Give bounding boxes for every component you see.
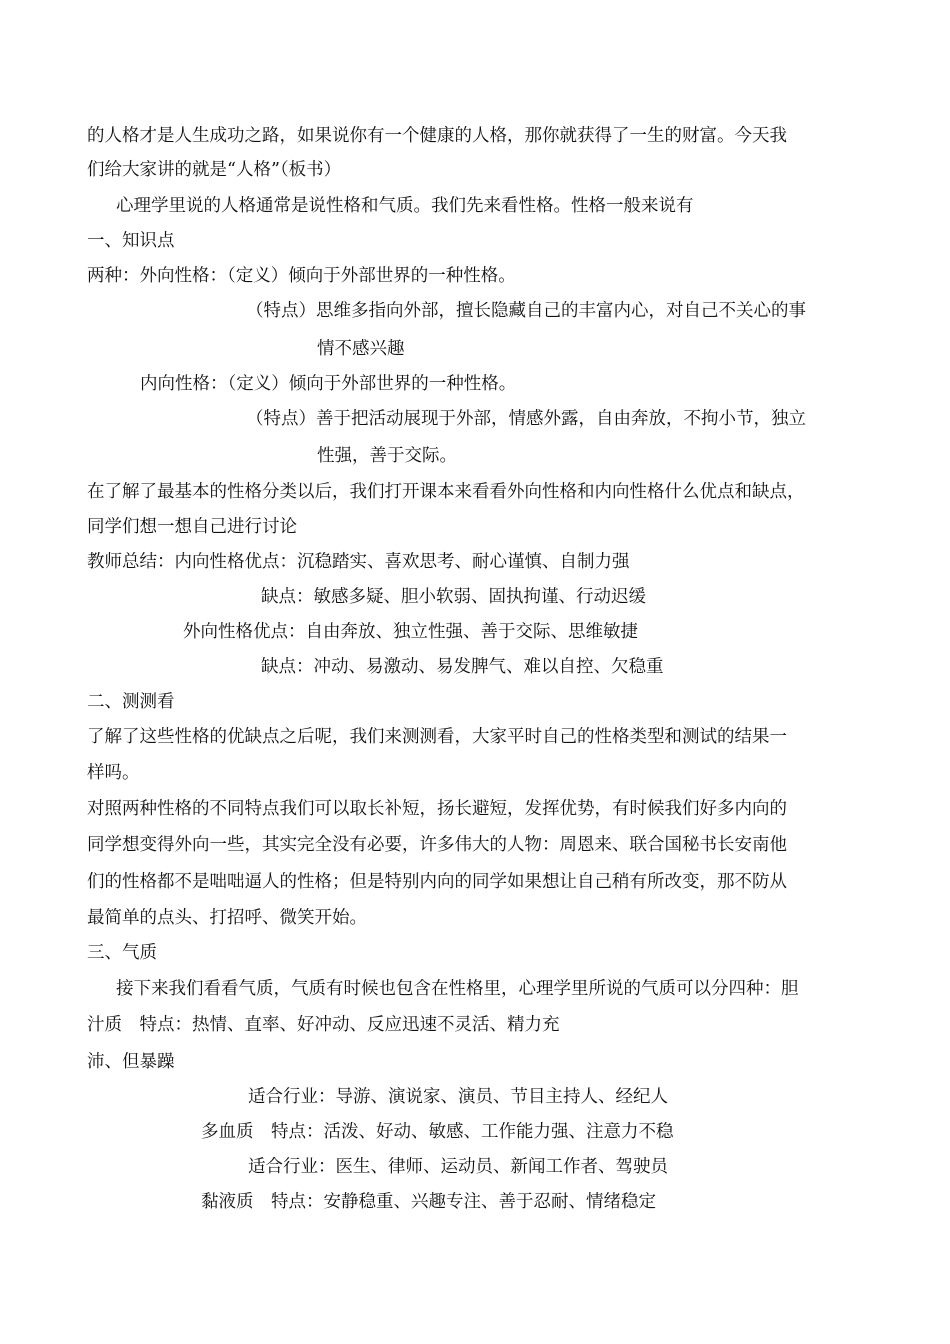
feature-tag: （特点） bbox=[246, 409, 316, 429]
extrovert-feature-cont: 情不感兴趣 bbox=[317, 339, 405, 359]
feature-tag: （特点） bbox=[246, 301, 316, 321]
extrovert-feature: 思维多指向外部，擅长隐藏自己的丰富内心，对自己不关心的事 bbox=[316, 301, 806, 321]
test-para2-line3: 们的性格都不是咄咄逼人的性格；但是特别内向的同学如果想让自己稍有所改变，那不防从 bbox=[87, 872, 787, 892]
section-heading-knowledge: 一、知识点 bbox=[87, 231, 175, 251]
summary-extrovert-pros bbox=[183, 620, 950, 644]
introvert-feature-row bbox=[246, 407, 950, 431]
sanguine-features: 多血质 特点：活泼、好动、敏感、工作能力强、注意力不稳 bbox=[201, 1122, 674, 1142]
introvert-feature-cont: 性强，善于交际。 bbox=[317, 446, 457, 466]
definition-tag: （定义） bbox=[227, 266, 289, 286]
extrovert-cons-label: 缺点： bbox=[261, 657, 314, 677]
summary-extrovert-cons bbox=[261, 655, 950, 679]
intro-line-1: 的人格才是人生成功之路，如果说你有一个健康的人格，那你就获得了一生的财富。今天我 bbox=[87, 126, 787, 146]
introvert-label: 内向性格： bbox=[140, 374, 228, 394]
extrovert-pros: 自由奔放、独立性强、善于交际、思维敏捷 bbox=[305, 622, 638, 642]
sanguine-jobs: 适合行业：医生、律师、运动员、新闻工作者、驾驶员 bbox=[248, 1157, 668, 1177]
test-para1-line1: 了解了这些性格的优缺点之后呢，我们来测测看，大家平时自己的性格类型和测试的结果一 bbox=[87, 727, 787, 747]
intro-line-3: 心理学里说的人格通常是说性格和气质。我们先来看性格。性格一般来说有 bbox=[116, 196, 694, 216]
temperament-intro-line3: 沛、但暴躁 bbox=[87, 1052, 175, 1072]
discussion-line-2: 同学们想一想自己进行讨论 bbox=[87, 517, 297, 537]
intro-line-2: 们给大家讲的就是“人格”（板书） bbox=[87, 160, 342, 180]
introvert-pros: 沉稳踏实、喜欢思考、耐心谨慎、自制力强 bbox=[297, 552, 630, 572]
summary-lead: 教师总结： bbox=[87, 552, 175, 572]
introvert-cons: 敏感多疑、胆小软弱、固执拘谨、行动迟缓 bbox=[313, 587, 646, 607]
phlegmatic-features: 黏液质 特点：安静稳重、兴趣专注、善于忍耐、情绪稳定 bbox=[201, 1192, 656, 1212]
temperament-intro-line2: 汁质 特点：热情、直率、好冲动、反应迅速不灵活、精力充 bbox=[87, 1015, 560, 1035]
introvert-pros-label: 内向性格优点： bbox=[174, 552, 297, 572]
test-para2-line2: 同学想变得外向一些，其实完全没有必要，许多伟大的人物：周恩来、联合国秘书长安南他 bbox=[87, 835, 787, 855]
introvert-feature: 善于把活动展现于外部，情感外露，自由奔放，不拘小节，独立 bbox=[316, 409, 806, 429]
extrovert-definition-row bbox=[87, 264, 877, 288]
section-heading-test: 二、测测看 bbox=[87, 692, 175, 712]
test-para1-line2: 样吗。 bbox=[87, 763, 140, 783]
test-para2-line4: 最简单的点头、打招呼、微笑开始。 bbox=[87, 908, 367, 928]
introvert-definition: 倾向于外部世界的一种性格。 bbox=[288, 374, 517, 394]
extrovert-definition: 倾向于外部世界的一种性格。 bbox=[288, 266, 516, 286]
choleric-jobs: 适合行业：导游、演说家、演员、节目主持人、经纪人 bbox=[248, 1087, 668, 1107]
introvert-definition-row bbox=[140, 372, 930, 396]
section-heading-temperament: 三、气质 bbox=[87, 943, 157, 963]
extrovert-label: 外向性格： bbox=[139, 266, 227, 286]
extrovert-pros-label: 外向性格优点： bbox=[183, 622, 306, 642]
introvert-cons-label: 缺点： bbox=[261, 587, 314, 607]
definition-tag: （定义） bbox=[227, 374, 289, 394]
types-prefix: 两种： bbox=[87, 266, 140, 286]
summary-introvert-cons bbox=[261, 585, 950, 609]
temperament-intro-line1: 接下来我们看看气质，气质有时候也包含在性格里，心理学里所说的气质可以分四种：胆 bbox=[116, 979, 799, 999]
discussion-line-1: 在了解了最基本的性格分类以后，我们打开课本来看看外向性格和内向性格什么优点和缺点， bbox=[87, 482, 805, 502]
test-para2-line1: 对照两种性格的不同特点我们可以取长补短，扬长避短，发挥优势，有时候我们好多内向的 bbox=[87, 799, 787, 819]
extrovert-cons: 冲动、易激动、易发脾气、难以自控、欠稳重 bbox=[313, 657, 664, 677]
summary-introvert-pros bbox=[87, 550, 877, 574]
extrovert-feature-row bbox=[246, 299, 950, 323]
